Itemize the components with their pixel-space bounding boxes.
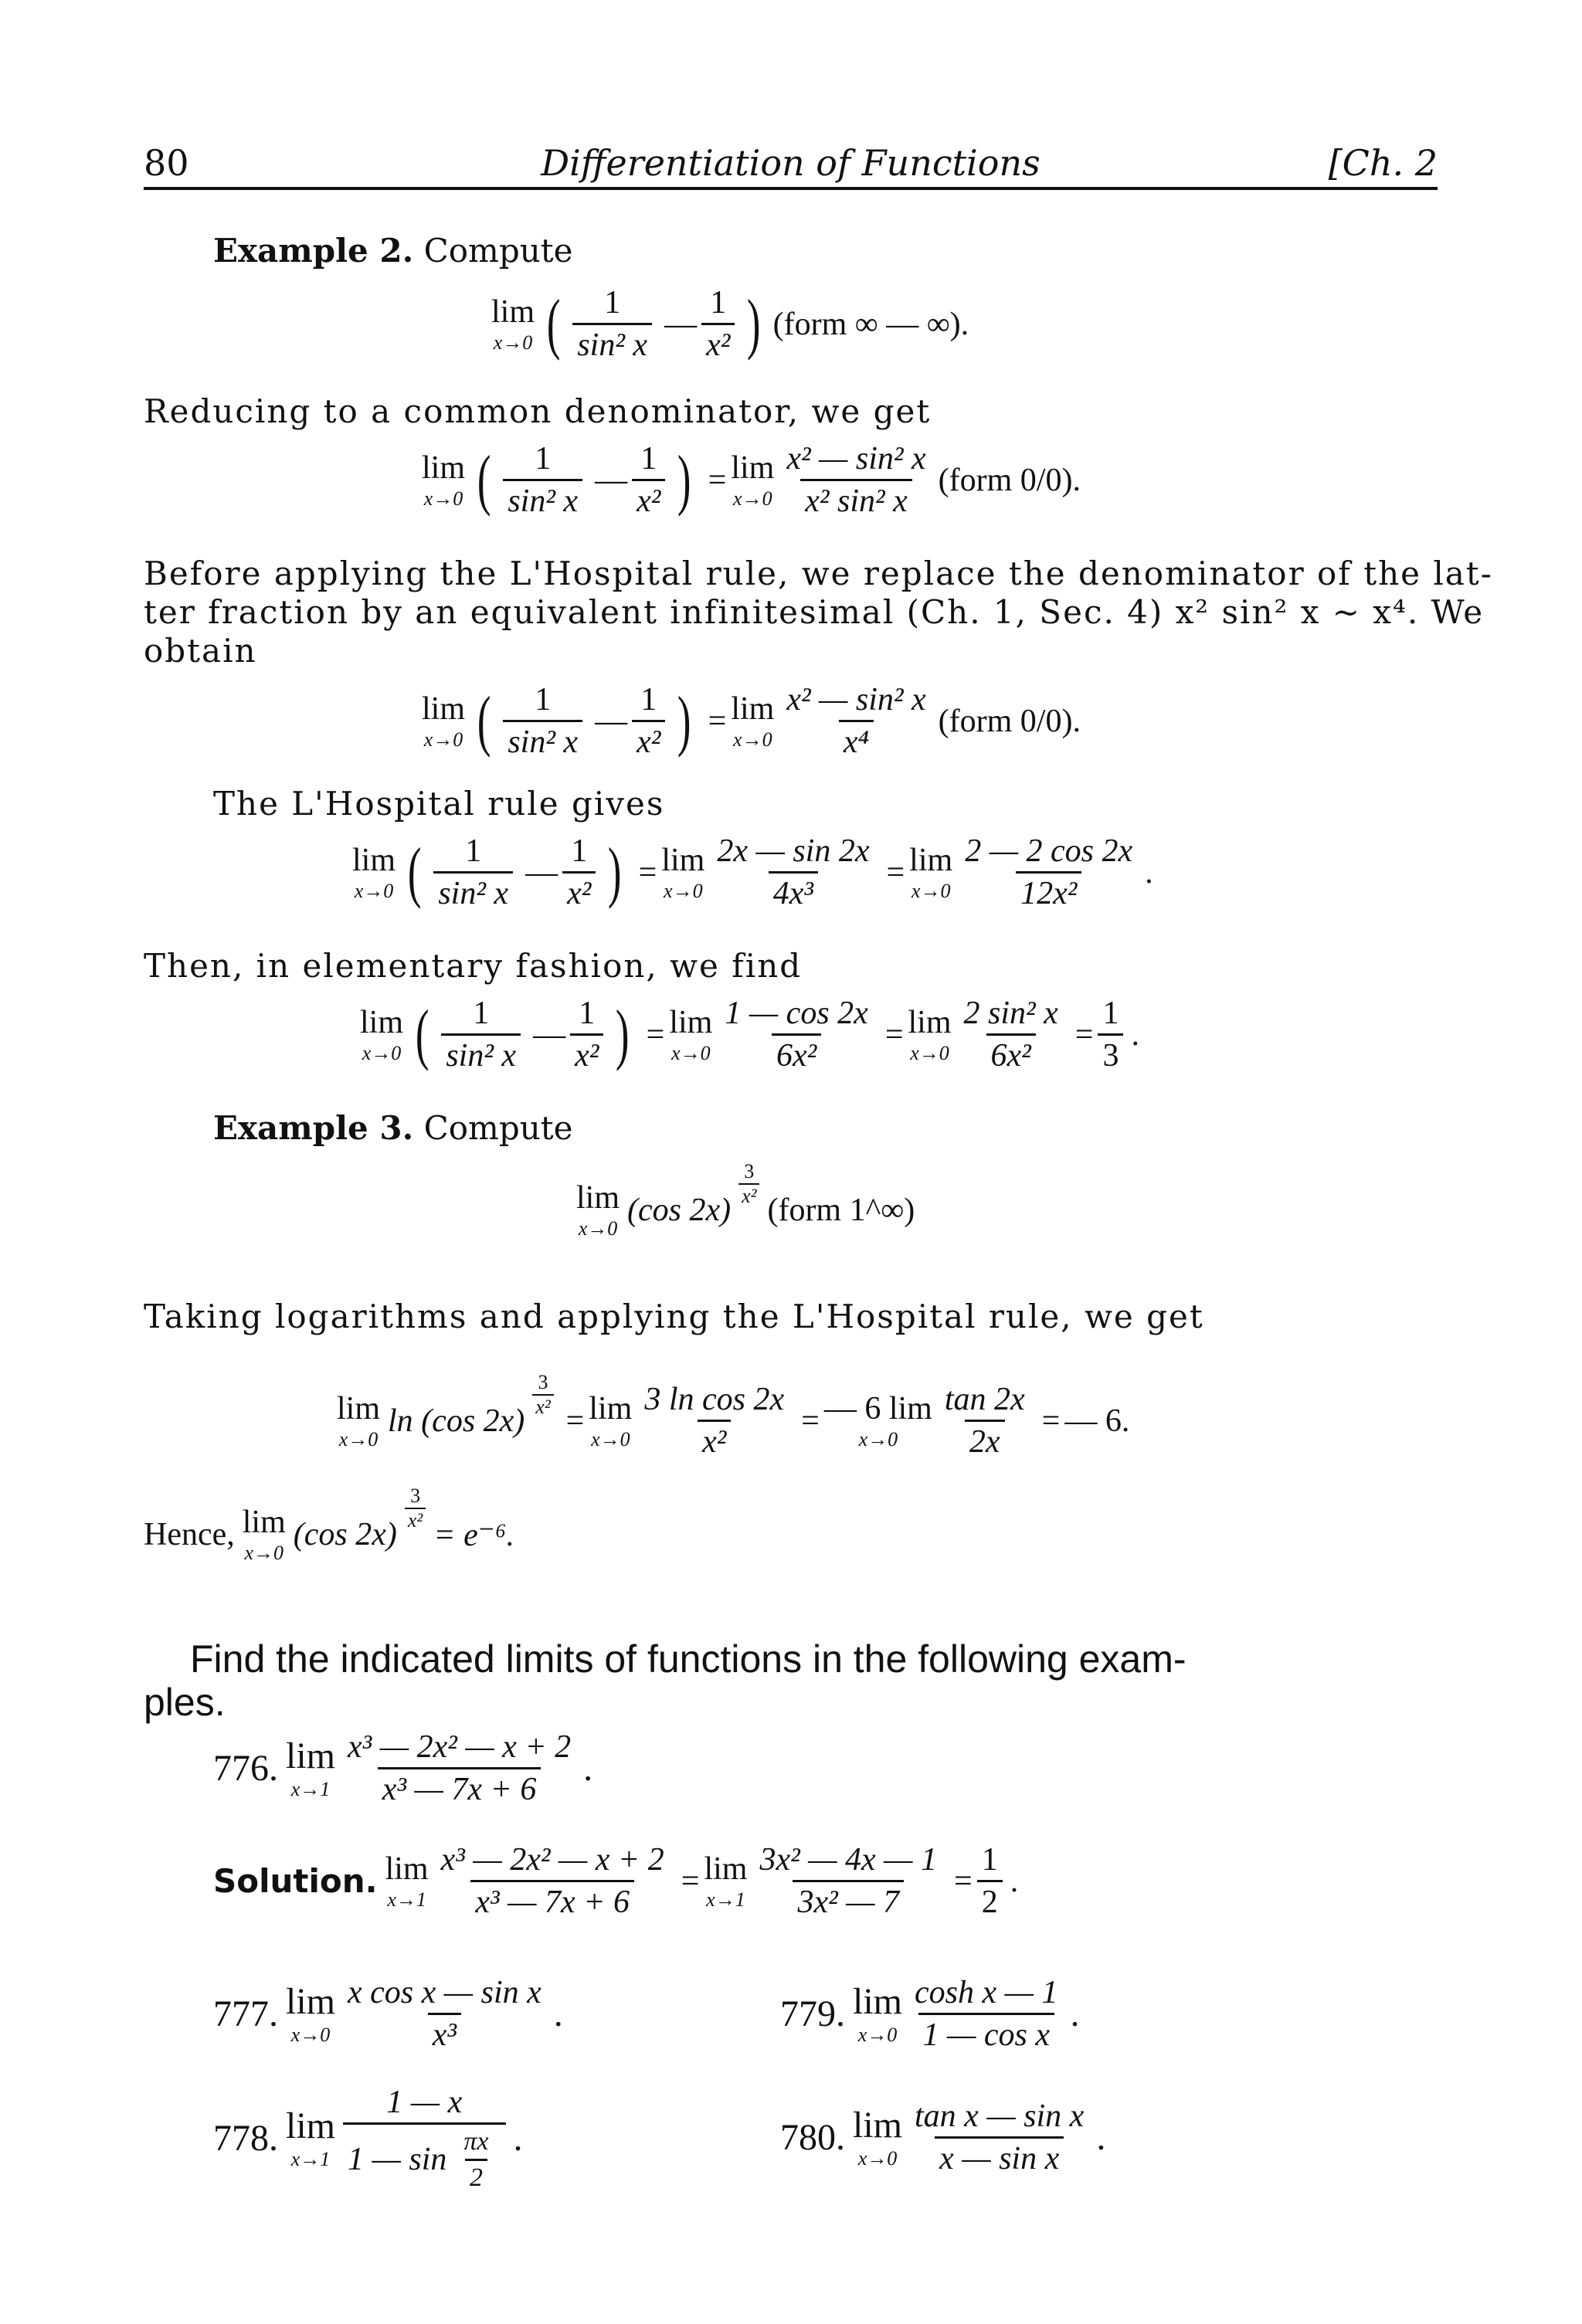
- fraction: $\frac{\text{x³ — 2x² — x + 2}}{\text{x³ — 7x + 6}}$: [348, 1729, 572, 1808]
- minus-sign: —: [595, 703, 628, 739]
- equals-sign: =: [1041, 1403, 1061, 1439]
- minus-sign: —: [595, 462, 628, 498]
- fraction: $\frac{1}{\text{sin² x}}$: [503, 683, 582, 759]
- fraction: $\frac{1}{3}$: [1098, 996, 1123, 1073]
- limit-operator: lim x→0: [286, 1980, 336, 2046]
- result: — 6.: [1064, 1403, 1130, 1439]
- example3-heading: [213, 1109, 573, 1148]
- fraction: $\frac{1}{\text{sin² x}}$: [441, 996, 521, 1073]
- equation-7: [337, 1370, 1137, 1461]
- limit-operator: lim x→0: [661, 842, 705, 902]
- text-taking: Taking logarithms and applying the L'Hospital rule, we get: [144, 1298, 1204, 1335]
- left-paren: (: [407, 834, 422, 910]
- limit-operator: lim x→0: [491, 293, 535, 354]
- chapter-label: [Ch. 2: [1328, 142, 1438, 184]
- limit-operator: — 6 lim x→0: [823, 1390, 932, 1450]
- fraction: $\frac{1}{\text{x²}}$: [570, 996, 603, 1073]
- fraction: $\frac{1}{2}$: [977, 1843, 1003, 1919]
- problem-number: 779.: [780, 1993, 845, 2035]
- right-paren: ): [677, 442, 691, 517]
- left-paren: (: [415, 996, 429, 1072]
- limit-operator: lim x→1: [286, 2105, 336, 2170]
- problem-number: 778.: [213, 2118, 278, 2159]
- period: .: [1070, 1993, 1080, 2035]
- problem-780: [780, 2099, 1113, 2176]
- problem-776: [213, 1730, 600, 1807]
- equation-1: [491, 286, 976, 362]
- right-paren: ): [616, 996, 630, 1072]
- equation-2: [422, 442, 1088, 518]
- minus-sign: —: [533, 1016, 566, 1053]
- example3-text: Compute: [423, 1109, 573, 1147]
- fraction: $\frac{2x — \sin 2x}{\text{4x³}}$: [717, 833, 870, 912]
- form-note: (form 1^∞): [767, 1193, 915, 1228]
- equals-sign: =: [646, 1016, 665, 1053]
- equation-5: [360, 996, 1147, 1073]
- equals-sign: =: [801, 1403, 820, 1439]
- limit-operator: lim x→0: [909, 842, 953, 902]
- period: .: [553, 1993, 563, 2035]
- problem-number: 776.: [213, 1748, 278, 1790]
- equation-4: [352, 834, 1161, 911]
- period: .: [583, 1748, 593, 1790]
- problem-number: 777.: [213, 1993, 278, 2035]
- limit-operator: lim x→0: [853, 1980, 903, 2046]
- fraction: $\frac{\text{2 sin² x}}{\text{6x²}}$: [963, 996, 1058, 1074]
- left-paren: (: [477, 683, 491, 758]
- cos-expression: (cos 2x): [627, 1193, 732, 1228]
- result: = e⁻⁶.: [433, 1518, 514, 1553]
- fraction: $\frac{2 — 2 \cos 2x}{\text{12x²}}$: [965, 833, 1133, 912]
- problem-777: [213, 1976, 571, 2052]
- fraction: $\frac{\text{x² — sin² x}}{\text{x⁴}}$: [786, 682, 926, 761]
- minus-sign: —: [664, 306, 698, 342]
- fraction: $\frac{\tan 2x}{2x}$: [944, 1382, 1025, 1461]
- text-lhospital: The L'Hospital rule gives: [213, 785, 665, 823]
- fraction: $\frac{1}{\text{x²}}$: [632, 683, 665, 759]
- exponent-fraction: $\frac{3}{\text{x²}}$: [532, 1372, 553, 1417]
- fraction: $\frac{1}{\text{sin² x}}$: [433, 834, 513, 911]
- equals-sign: =: [681, 1863, 700, 1899]
- left-paren: (: [477, 442, 491, 517]
- period: .: [1096, 2117, 1106, 2159]
- fraction: $\frac{\text{x³ — 2x² — x + 2}}{\text{x³ — 7x + 6}}$: [440, 1842, 664, 1921]
- exponent-fraction: $\frac{3}{\text{x²}}$: [405, 1486, 426, 1531]
- limit-operator: lim x→0: [908, 1004, 952, 1064]
- denominator: 1 — sin $\frac{\pi x}{2}$: [343, 2122, 505, 2191]
- equals-sign: =: [708, 462, 727, 498]
- exponent-fraction: $\frac{3}{\text{x²}}$: [738, 1162, 759, 1206]
- fraction: $\frac{1}{\text{sin² x}}$: [503, 442, 582, 518]
- limit-operator: lim x→0: [853, 2104, 903, 2170]
- limit-operator: lim x→0: [422, 450, 466, 510]
- form-note: (form ∞ — ∞).: [772, 306, 969, 342]
- equals-sign: =: [638, 854, 657, 891]
- text-then: Then, in elementary fashion, we find: [144, 947, 803, 985]
- left-paren: (: [546, 286, 561, 361]
- form-note: (form 0/0).: [938, 703, 1081, 739]
- limit-operator: lim x→0: [360, 1004, 404, 1064]
- equation-6: [576, 1160, 922, 1240]
- equation-hence: [144, 1484, 522, 1564]
- right-paren: ): [747, 286, 761, 361]
- instructions-line: ples.: [144, 1681, 226, 1724]
- equals-sign: =: [1074, 1016, 1094, 1053]
- limit-operator: lim x→0: [731, 690, 775, 751]
- fraction: $\frac{\text{tan x — sin x}}{\text{x — sin x}}$: [915, 2098, 1085, 2177]
- limit-operator: lim x→0: [352, 842, 396, 902]
- fraction: $\frac{\text{cosh x — 1}}{\text{1 — cos x}}$: [915, 1975, 1058, 2054]
- hence-label: Hence,: [144, 1517, 235, 1552]
- problem-number: 780.: [780, 2117, 845, 2159]
- fraction: $\frac{1 — \cos 2x}{\text{6x²}}$: [725, 996, 868, 1074]
- solution-776: [213, 1843, 1026, 1919]
- limit-operator: lim x→0: [731, 450, 775, 510]
- problem-779: [780, 1976, 1088, 2052]
- cos-expression: (cos 2x): [293, 1517, 397, 1552]
- limit-operator: lim x→0: [337, 1390, 381, 1450]
- form-note: (form 0/0).: [938, 462, 1081, 498]
- fraction: 1 — x 1 — sin $\frac{\pi x}{2}$: [343, 2085, 505, 2191]
- limit-operator: lim x→0: [576, 1180, 620, 1240]
- example3-label: Example 3.: [213, 1109, 414, 1147]
- fraction: $\frac{1}{\text{sin² x}}$: [572, 286, 652, 362]
- period: .: [1145, 854, 1153, 891]
- equals-sign: =: [886, 854, 905, 891]
- fraction: $\frac{1}{\text{x²}}$: [562, 834, 596, 911]
- limit-operator: lim x→1: [385, 1851, 429, 1911]
- log-expression: ln (cos 2x): [388, 1403, 525, 1439]
- page-title: Differentiation of Functions: [541, 142, 1041, 184]
- right-paren: ): [608, 834, 622, 910]
- fraction: $\frac{\text{3 ln cos 2x}}{\text{x²}}$: [644, 1382, 785, 1461]
- fraction: $\frac{\text{x cos x — sin x}}{\text{x³}}$: [348, 1975, 541, 2054]
- limit-operator: lim x→0: [669, 1004, 713, 1064]
- limit-operator: lim x→1: [704, 1851, 748, 1911]
- limit-operator: lim x→0: [589, 1390, 633, 1450]
- instructions-line: Find the indicated limits of functions in the following exam-: [190, 1637, 1186, 1681]
- text-reducing: Reducing to a common denominator, we get: [144, 392, 932, 430]
- limit-operator: lim x→1: [286, 1735, 336, 1800]
- fraction: $\frac{1}{\text{x²}}$: [632, 442, 665, 518]
- fraction: $\frac{1}{\text{x²}}$: [701, 286, 735, 362]
- paragraph-line: Before applying the L'Hospital rule, we replace the denominator of the lat-: [144, 555, 1493, 592]
- equals-sign: =: [708, 703, 727, 739]
- equals-sign: =: [954, 1863, 973, 1899]
- period: .: [513, 2118, 523, 2159]
- example2-text: Compute: [423, 232, 573, 270]
- solution-label: Solution.: [213, 1862, 378, 1901]
- equals-sign: =: [884, 1016, 904, 1053]
- right-paren: ): [677, 683, 691, 758]
- period: .: [1131, 1016, 1139, 1053]
- example2-label: Example 2.: [213, 232, 414, 270]
- fraction: $\frac{\text{3x² — 4x — 1}}{\text{3x² — 7}}$: [759, 1842, 938, 1921]
- paragraph-line: obtain: [144, 632, 257, 670]
- equals-sign: =: [565, 1403, 585, 1439]
- fraction: $\frac{\text{x² — sin² x}}{\text{x² sin² x}}$: [786, 441, 926, 520]
- limit-operator: lim x→0: [242, 1505, 286, 1564]
- equation-3: [422, 683, 1088, 759]
- paragraph-line: ter fraction by an equivalent infinitesimal (Ch. 1, Sec. 4) x² sin² x ~ x⁴. We: [144, 593, 1485, 631]
- example2-heading: [213, 232, 573, 270]
- running-header: [144, 137, 1438, 190]
- problem-778: [213, 2085, 531, 2191]
- period: .: [1010, 1863, 1019, 1899]
- minus-sign: —: [525, 854, 558, 891]
- page-number: 80: [144, 142, 189, 184]
- limit-operator: lim x→0: [422, 690, 466, 751]
